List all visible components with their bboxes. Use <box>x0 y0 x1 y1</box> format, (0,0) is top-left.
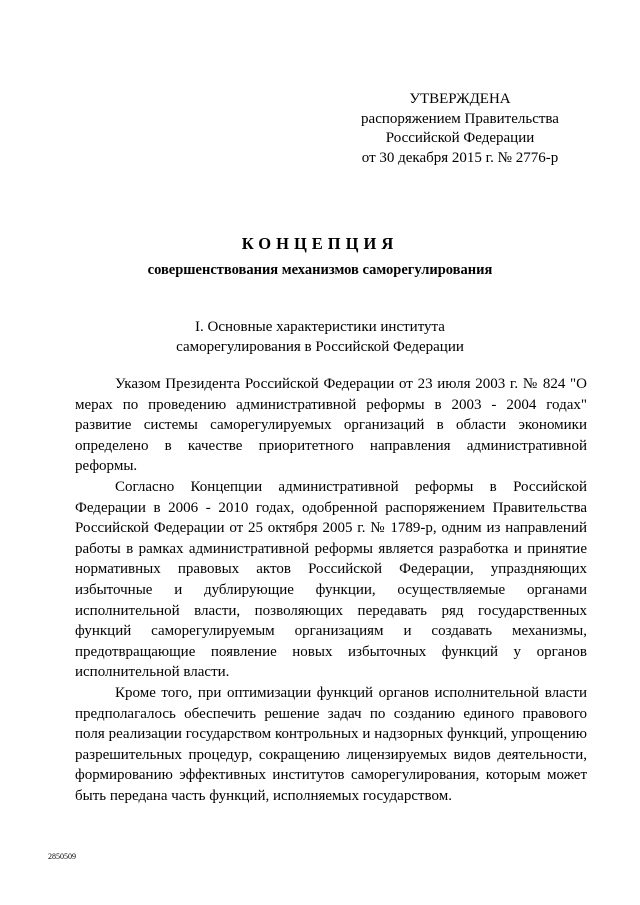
section-heading-line-2: саморегулирования в Российской Федерации <box>176 338 464 355</box>
paragraph: Кроме того, при оптимизации функций органов исполнительной власти предполагалось обеспечить решение задач по созданию единого правового поля реализации государством контрольных и надзорных функций, упрощению разрешительных процедур, сокращению лицензируемых видов деятельности, формированию эффективных институтов саморегулирования, которым может быть передана часть функций, исполняемых государством. <box>75 684 587 804</box>
section-heading-line-1: I. Основные характеристики института <box>195 319 445 335</box>
document-subtitle: совершенствования механизмов саморегулирования <box>147 262 493 278</box>
approval-date-number: от 30 декабря 2015 г. № 2776-р <box>361 149 559 166</box>
document-number: 2850509 <box>48 852 76 861</box>
document-body <box>75 374 587 806</box>
paragraph: Согласно Концепции административной реформы в Российской Федерации в 2006 - 2010 годах, одобренной распоряжением Правительства Российской Федерации от 25 октября 2005 г. № 1789-р, одним из направлений работы в рамках административной реформы является разработка и принятие нормативных правовых актов Российской Федерации, упраздняющих избыточные и дублирующие функции, осуществляемые органами исполнительной власти, позволяющих передавать ряд государственных функций саморегулируемым организациям и создавать механизмы, предотвращающие появление новых избыточных функций у органов исполнительной власти. <box>75 478 587 681</box>
approval-status: УТВЕРЖДЕНА <box>409 91 511 107</box>
approval-block <box>340 90 580 168</box>
section-heading <box>0 318 640 357</box>
approval-federation: Российской Федерации <box>385 130 535 146</box>
document-title: КОНЦЕПЦИЯ <box>241 234 399 253</box>
paragraph: Указом Президента Российской Федерации от 23 июля 2003 г. № 824 "О мерах по проведению административной реформы в 2003 - 2004 годах" развитие системы саморегулируемых организаций в области экономики определено в качестве приоритетного направления административной реформы. <box>75 376 587 475</box>
approval-authority: распоряжением Правительства <box>361 110 559 127</box>
